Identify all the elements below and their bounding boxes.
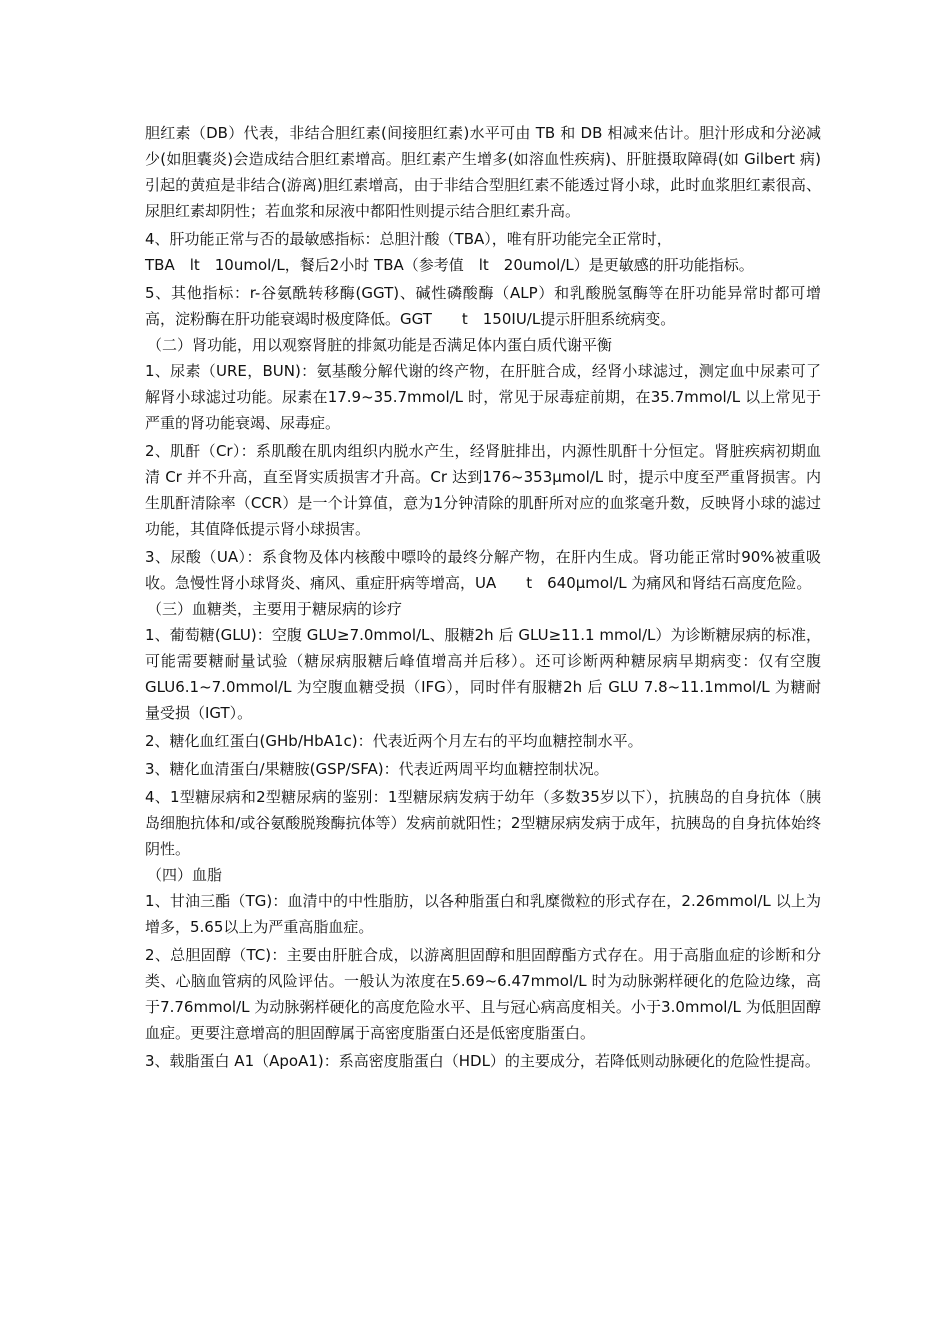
paragraph-urea: 1、尿素（URE，BUN)：氨基酸分解代谢的终产物，在肝脏合成，经肾小球滤过，测定血中尿素可了解肾小球滤过功能。尿素在17.9~35.7mmol/L 时，常见于尿毒症前期，在35.7mmol/L 以上常见于严重的肾功能衰竭、尿毒症。: [145, 362, 821, 432]
section-heading-lipids: （四）血脂: [147, 866, 223, 884]
section-heading-kidney: （二）肾功能，用以观察肾脏的排氮功能是否满足体内蛋白质代谢平衡: [147, 336, 613, 354]
paragraph-creatinine: 2、肌酐（Cr）：系肌酸在肌肉组织内脱水产生，经肾脏排出，内源性肌酐十分恒定。肾脏疾病初期血清 Cr 并不升高，直至肾实质损害才升高。Cr 达到176~353μmol/L 时，提示中度至严重肾损害。内生肌酐清除率（CCR）是一个计算值，意为1分钟清除的肌酐所对应的血浆毫升数，反映肾小球的滤过功能，其值降低提示肾小球损害。: [145, 442, 821, 538]
document-page: [145, 120, 821, 1074]
paragraph-uric-acid: 3、尿酸（UA）：系食物及体内核酸中嘌呤的最终分解产物，在肝内生成。肾功能正常时90%被重吸收。急慢性肾小球肾炎、痛风、重症肝病等增高，UA t 640μmol/L 为痛风和肾结石高度危险。: [145, 548, 821, 592]
paragraph-cholesterol: 2、总胆固醇（TC)：主要由肝脏合成，以游离胆固醇和胆固醇酯方式存在。用于高脂血症的诊断和分类、心脑血管病的风险评估。一般认为浓度在5.69~6.47mmol/L 时为动脉粥样硬化的危险边缘，高于7.76mmol/L 为动脉粥样硬化的高度危险水平、且与冠心病高度相关。小于3.0mmol/L 为低胆固醇血症。更要注意增高的胆固醇属于高密度脂蛋白还是低密度脂蛋白。: [145, 946, 821, 1042]
paragraph-bilirubin: 胆红素（DB）代表，非结合胆红素(间接胆红素)水平可由 TB 和 DB 相减来估计。胆汁形成和分泌减少(如胆囊炎)会造成结合胆红素增高。胆红素产生增多(如溶血性疾病)、肝脏摄取障碍(如 Gilbert 病)引起的黄疸是非结合(游离)胆红素增高，由于非结合型胆红素不能透过肾小球，此时血浆胆红素很高、尿胆红素却阴性；若血浆和尿液中都阳性则提示结合胆红素升高。: [145, 124, 821, 220]
paragraph-diabetes-types: 4、1型糖尿病和2型糖尿病的鉴别：1型糖尿病发病于幼年（多数35岁以下），抗胰岛的自身抗体（胰岛细胞抗体和/或谷氨酸脱羧酶抗体等）发病前就阳性；2型糖尿病发病于成年，抗胰岛的自身抗体始终阴性。: [145, 788, 821, 858]
paragraph-gsp: 3、糖化血清蛋白/果糖胺(GSP/SFA)：代表近两周平均血糖控制状况。: [145, 760, 609, 778]
paragraph-glucose: 1、葡萄糖(GLU)：空腹 GLU≥7.0mmol/L、服糖2h 后 GLU≥11.1 mmol/L）为诊断糖尿病的标准，可能需要糖耐量试验（糖尿病服糖后峰值增高并后移）。还可诊断两种糖尿病早期病变：仅有空腹 GLU6.1~7.0mmol/L 为空腹血糖受损（IFG），同时伴有服糖2h 后 GLU 7.8~11.1mmol/L 为糖耐量受损（IGT）。: [145, 626, 821, 722]
paragraph-other-indicators: 5、其他指标：r-谷氨酰转移酶(GGT)、碱性磷酸酶（ALP）和乳酸脱氢酶等在肝功能异常时都可增高，淀粉酶在肝功能衰竭时极度降低。GGT t 150IU/L提示肝胆系统病变。: [145, 284, 821, 328]
paragraph-apoa1: 3、载脂蛋白 A1（ApoA1)：系高密度脂蛋白（HDL）的主要成分，若降低则动脉硬化的危险性提高。: [145, 1052, 820, 1070]
paragraph-hba1c: 2、糖化血红蛋白(GHb/HbA1c)：代表近两个月左右的平均血糖控制水平。: [145, 732, 643, 750]
section-heading-glucose: （三）血糖类，主要用于糖尿病的诊疗: [147, 600, 403, 618]
paragraph-tba: 4、肝功能正常与否的最敏感指标：总胆汁酸（TBA），唯有肝功能完全正常时，: [145, 230, 672, 248]
paragraph-triglyceride: 1、甘油三酯（TG)：血清中的中性脂肪，以各种脂蛋白和乳糜微粒的形式存在，2.26mmol/L 以上为增多，5.65以上为严重高脂血症。: [145, 892, 821, 936]
paragraph-tba-values: TBA lt 10umol/L，餐后2小时 TBA（参考值 lt 20umol/L）是更敏感的肝功能指标。: [145, 256, 754, 274]
